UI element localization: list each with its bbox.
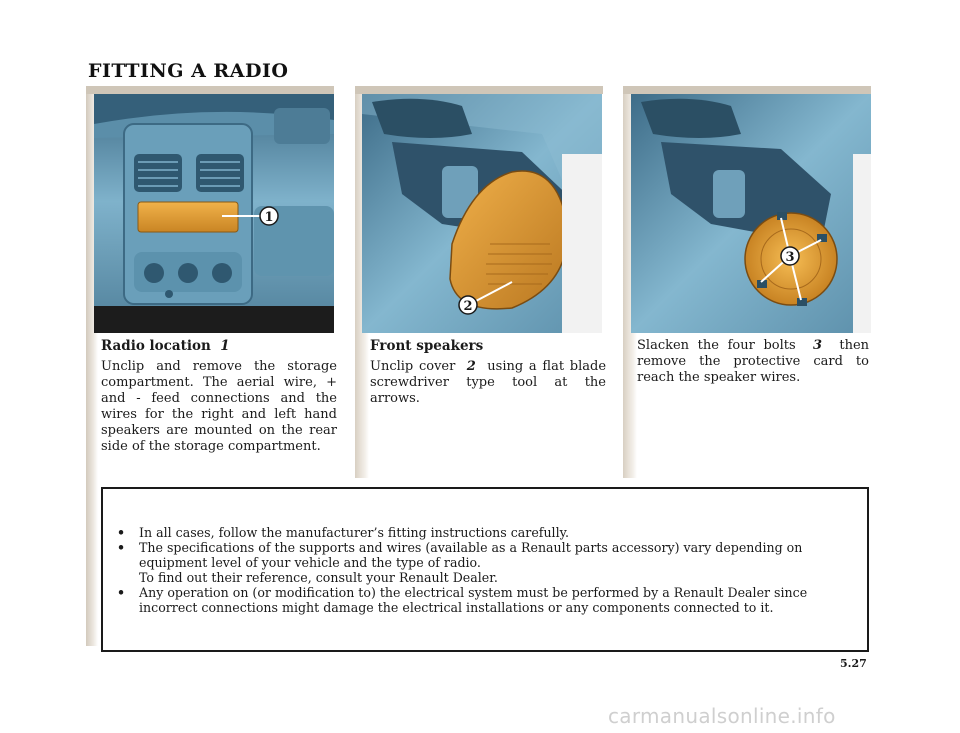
notice-list xyxy=(115,525,857,615)
caption-heading: Front speakers xyxy=(370,338,484,354)
callout-3: 3 xyxy=(785,250,795,265)
caption-heading: Radio location 1 xyxy=(101,338,230,354)
callout-2: 2 xyxy=(463,299,473,314)
notice-item: • In all cases, follow the manufacturer’s fitting instructions carefully. xyxy=(117,525,570,540)
caption-radio-location xyxy=(101,338,337,455)
caption-speaker-bolts xyxy=(637,338,869,386)
caption-text: Unclip and remove the storage compartment. The aerial wire, + and - feed connections and the wires for the right and left hand speakers are mounted on the rear side of the storage compartment. xyxy=(101,359,337,454)
bullet: • xyxy=(117,585,126,600)
notice-item: • Any operation on (or modification to) the electrical system must be performed by a Renault Dealer since incorrect connections might damage the electrical installations or any components connected to it. xyxy=(117,585,808,615)
column-top-bar xyxy=(623,86,871,94)
column-top-bar xyxy=(355,86,603,94)
caption-text: Unclip cover 2 using a flat blade screwdriver type tool at the arrows. xyxy=(370,359,607,406)
caption-front-speakers xyxy=(370,338,606,407)
bullet: • xyxy=(117,540,126,555)
column-top-bar xyxy=(86,86,334,94)
notice-box xyxy=(101,487,869,652)
notice-item: • The specifications of the supports and wires (available as a Renault parts accessory) vary depending on equipment level of your vehicle and the type of radio. To find out their reference, consult your Renault Dealer. xyxy=(117,540,803,585)
speaker-bolts-photo xyxy=(631,94,871,333)
page-number: 5.27 xyxy=(840,657,867,670)
radio-location-photo xyxy=(94,94,334,333)
callout-1: 1 xyxy=(264,210,274,225)
bullet: • xyxy=(117,525,126,540)
watermark: carmanualsonline.info xyxy=(608,704,836,728)
front-speaker-cover-photo xyxy=(362,94,602,333)
caption-text: Slacken the four bolts 3 then remove the protective card to reach the speaker wires. xyxy=(637,338,870,385)
page-title: FITTING A RADIO xyxy=(88,60,289,82)
